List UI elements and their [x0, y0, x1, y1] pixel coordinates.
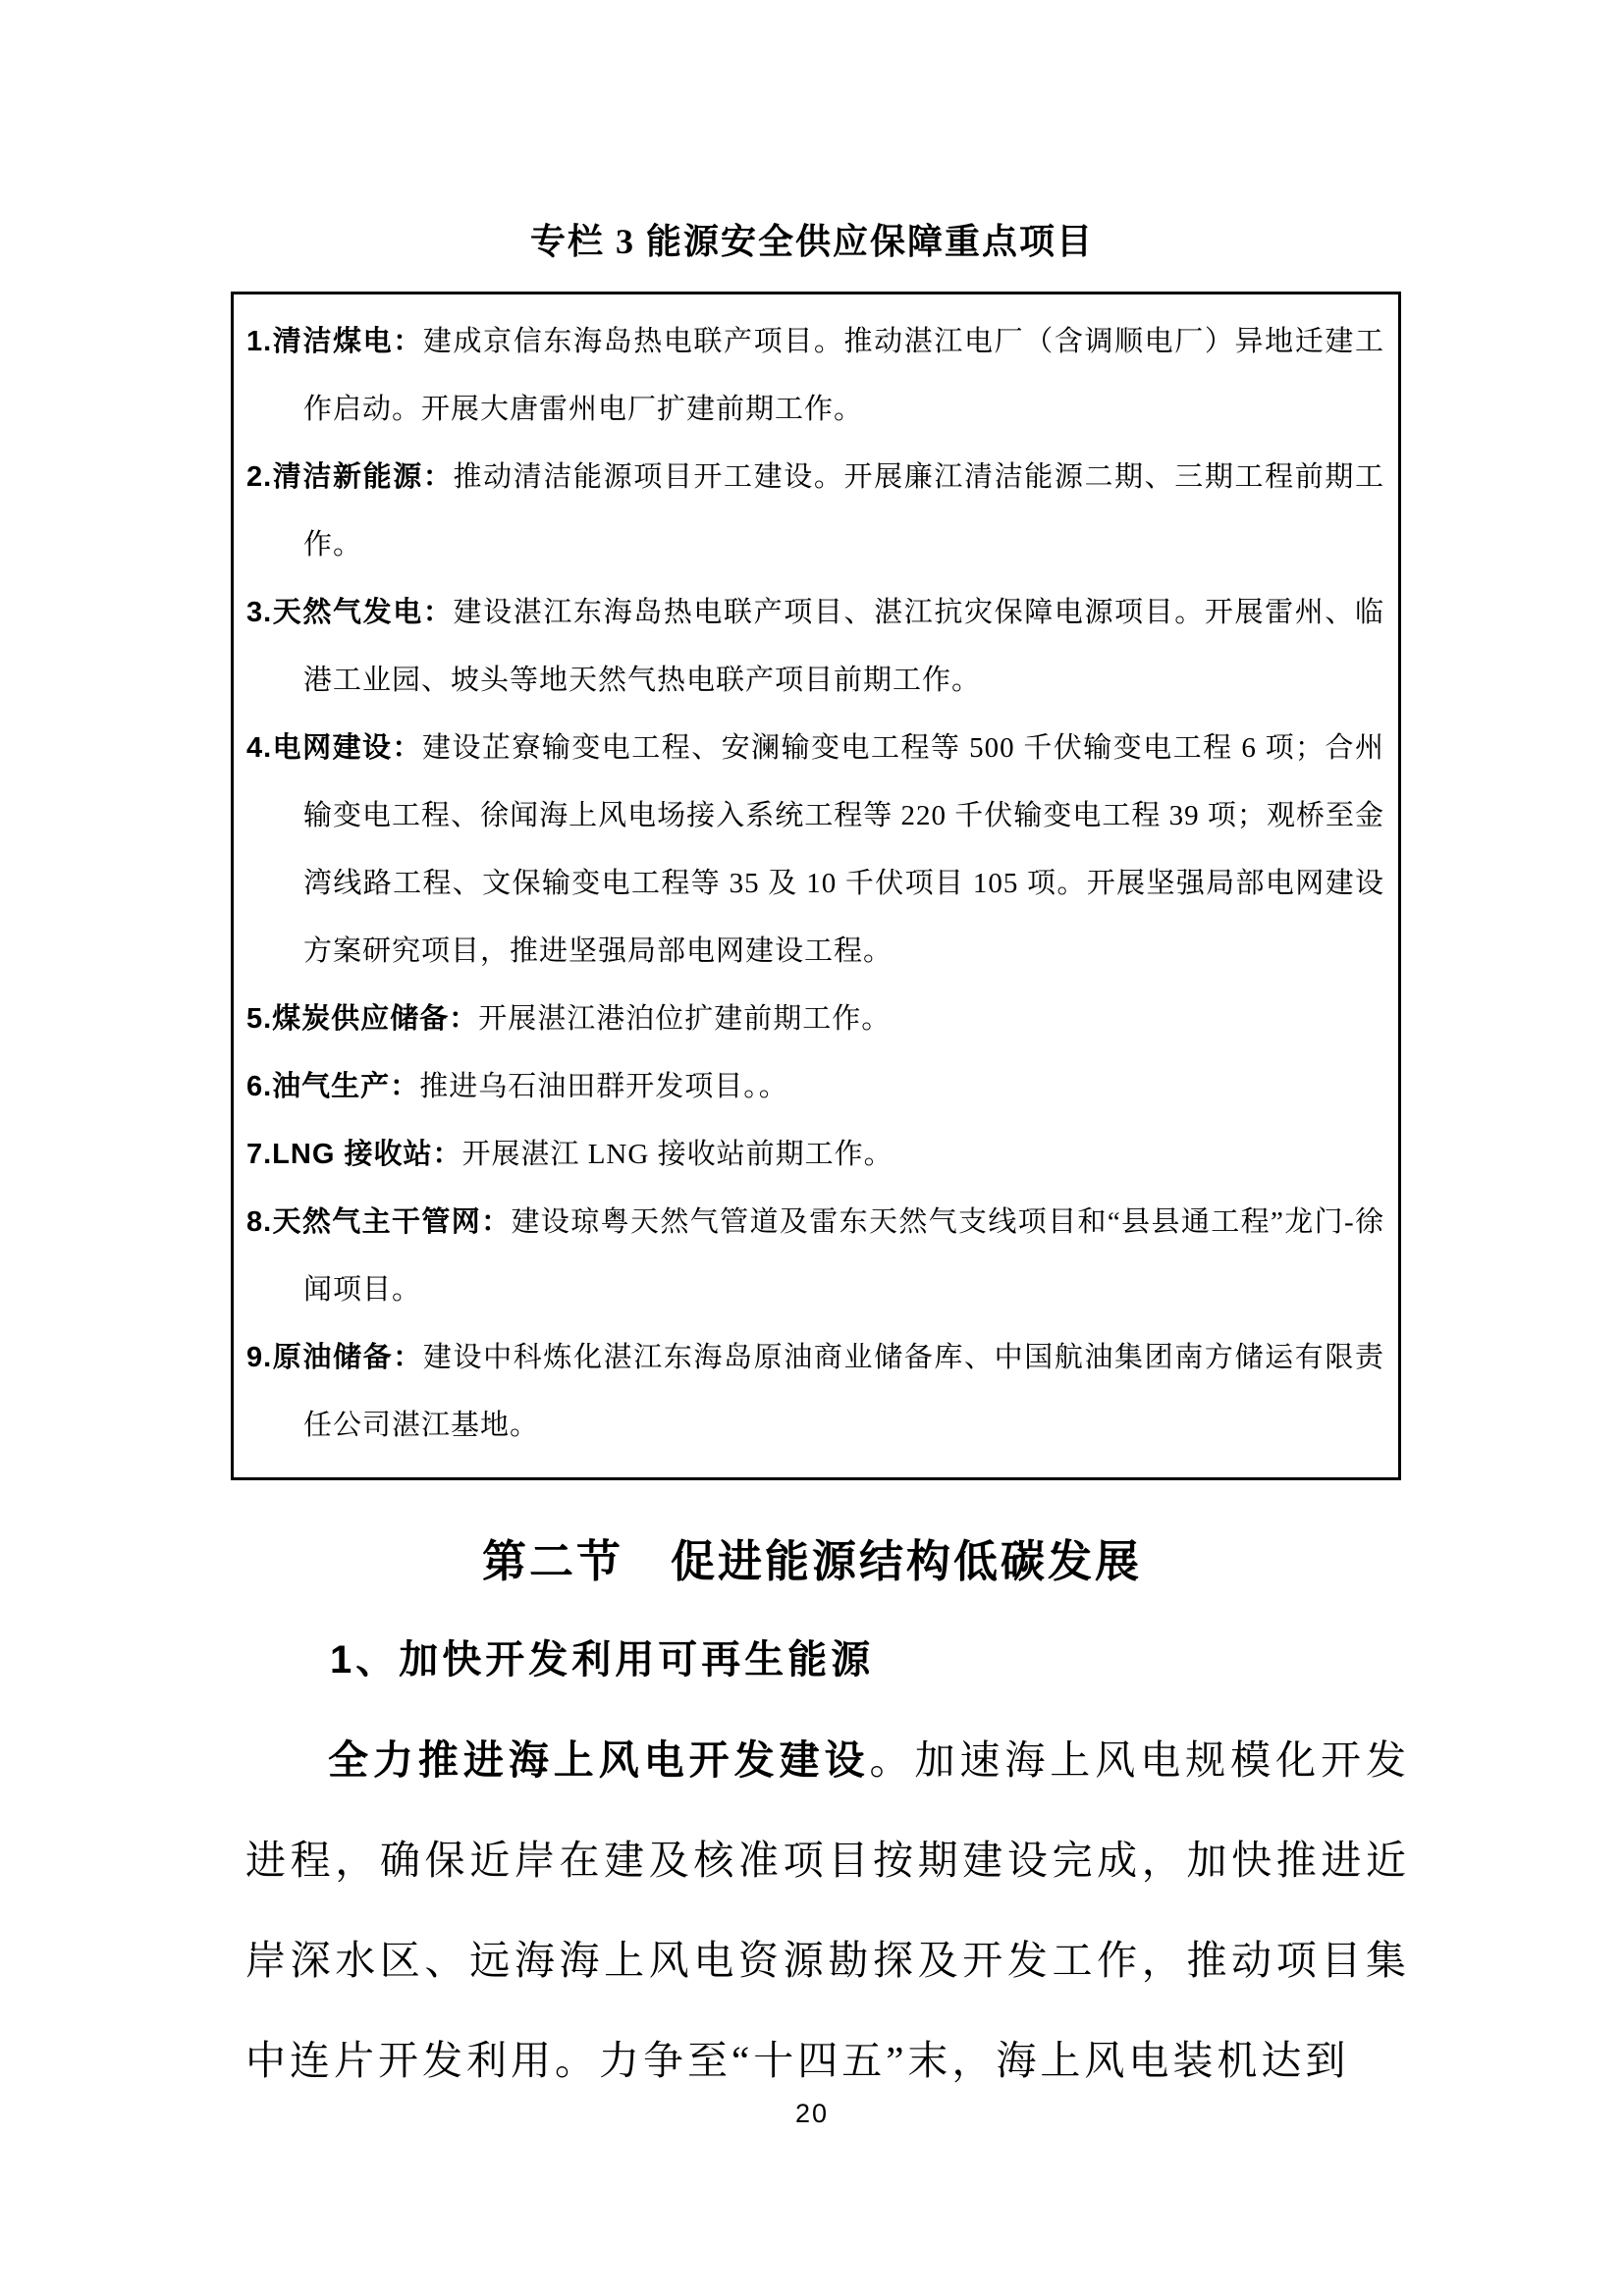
item-text: 建设琼粤天然气管道及雷东天然气支线项目和“县县通工程”龙门-徐闻项目。: [303, 1206, 1384, 1306]
box-item-6: [246, 1053, 1384, 1121]
project-box: [231, 292, 1401, 1480]
item-text: 开展湛江 LNG 接收站前期工作。: [461, 1139, 893, 1170]
box-item-3: [246, 579, 1384, 715]
item-text: 推动清洁能源项目开工建设。开展廉江清洁能源二期、三期工程前期工作。: [303, 461, 1384, 561]
item-text: 建设中科炼化湛江东海岛原油商业储备库、中国航油集团南方储运有限责任公司湛江基地。: [303, 1342, 1384, 1441]
item-text: 推进乌石油田群开发项目。。: [419, 1071, 788, 1102]
box-item-9: [246, 1324, 1384, 1460]
box-item-7: [246, 1121, 1384, 1189]
item-text: 开展湛江港泊位扩建前期工作。: [478, 1003, 892, 1035]
box-item-8: [246, 1189, 1384, 1324]
paragraph-rest: 。加速海上风电规模化开发进程，确保近岸在建及核准项目按期建设完成，加快推进近岸深水区、远海海上风电资源勘探及开发工作，推动项目集中连片开发利用。力争至“十四五”末，海上风电装机达到: [245, 1737, 1411, 2083]
item-text: 建设湛江东海岛热电联产项目、湛江抗灾保障电源项目。开展雷州、临港工业园、坡头等地天然气热电联产项目前期工作。: [303, 597, 1384, 696]
item-text: 建成京信东海岛热电联产项目。推动湛江电厂（含调顺电厂）异地迁建工作启动。开展大唐雷州电厂扩建前期工作。: [303, 326, 1384, 425]
item-label: 2.清洁新能源：: [246, 461, 454, 493]
item-label: 1.清洁煤电：: [246, 326, 423, 357]
item-label: 6.油气生产：: [246, 1071, 420, 1102]
item-label: 8.天然气主干管网：: [246, 1206, 512, 1238]
box-title: 专栏 3 能源安全供应保障重点项目: [529, 222, 1094, 261]
body-paragraph: [245, 1710, 1410, 2110]
item-label: 3.天然气发电：: [246, 597, 454, 628]
box-item-4: [246, 715, 1384, 986]
item-label: 7.LNG 接收站：: [246, 1139, 462, 1170]
page-number: 20: [794, 2099, 830, 2128]
subsection-heading: 1、加快开发利用可再生能源: [330, 1638, 875, 1682]
box-item-2: [246, 444, 1384, 579]
item-label: 4.电网建设：: [246, 732, 422, 764]
item-label: 5.煤炭供应储备：: [246, 1003, 479, 1035]
paragraph-lead: 全力推进海上风电开发建设: [328, 1737, 870, 1783]
section-heading: 第二节 促进能源结构低碳发展: [481, 1537, 1142, 1586]
box-item-1: [246, 308, 1384, 444]
item-label: 9.原油储备：: [246, 1342, 423, 1373]
box-item-5: [246, 986, 1384, 1053]
item-text: 建设芷寮输变电工程、安澜输变电工程等 500 千伏输变电工程 6 项；合州输变电工程、徐闻海上风电场接入系统工程等 220 千伏输变电工程 39 项；观桥至金湾线路工程、文保输变电工程等 35 及 10 千伏项目 105 项。开展坚强局部电网建设方案研究项目，推进坚强局部电网建设工程。: [303, 732, 1384, 967]
